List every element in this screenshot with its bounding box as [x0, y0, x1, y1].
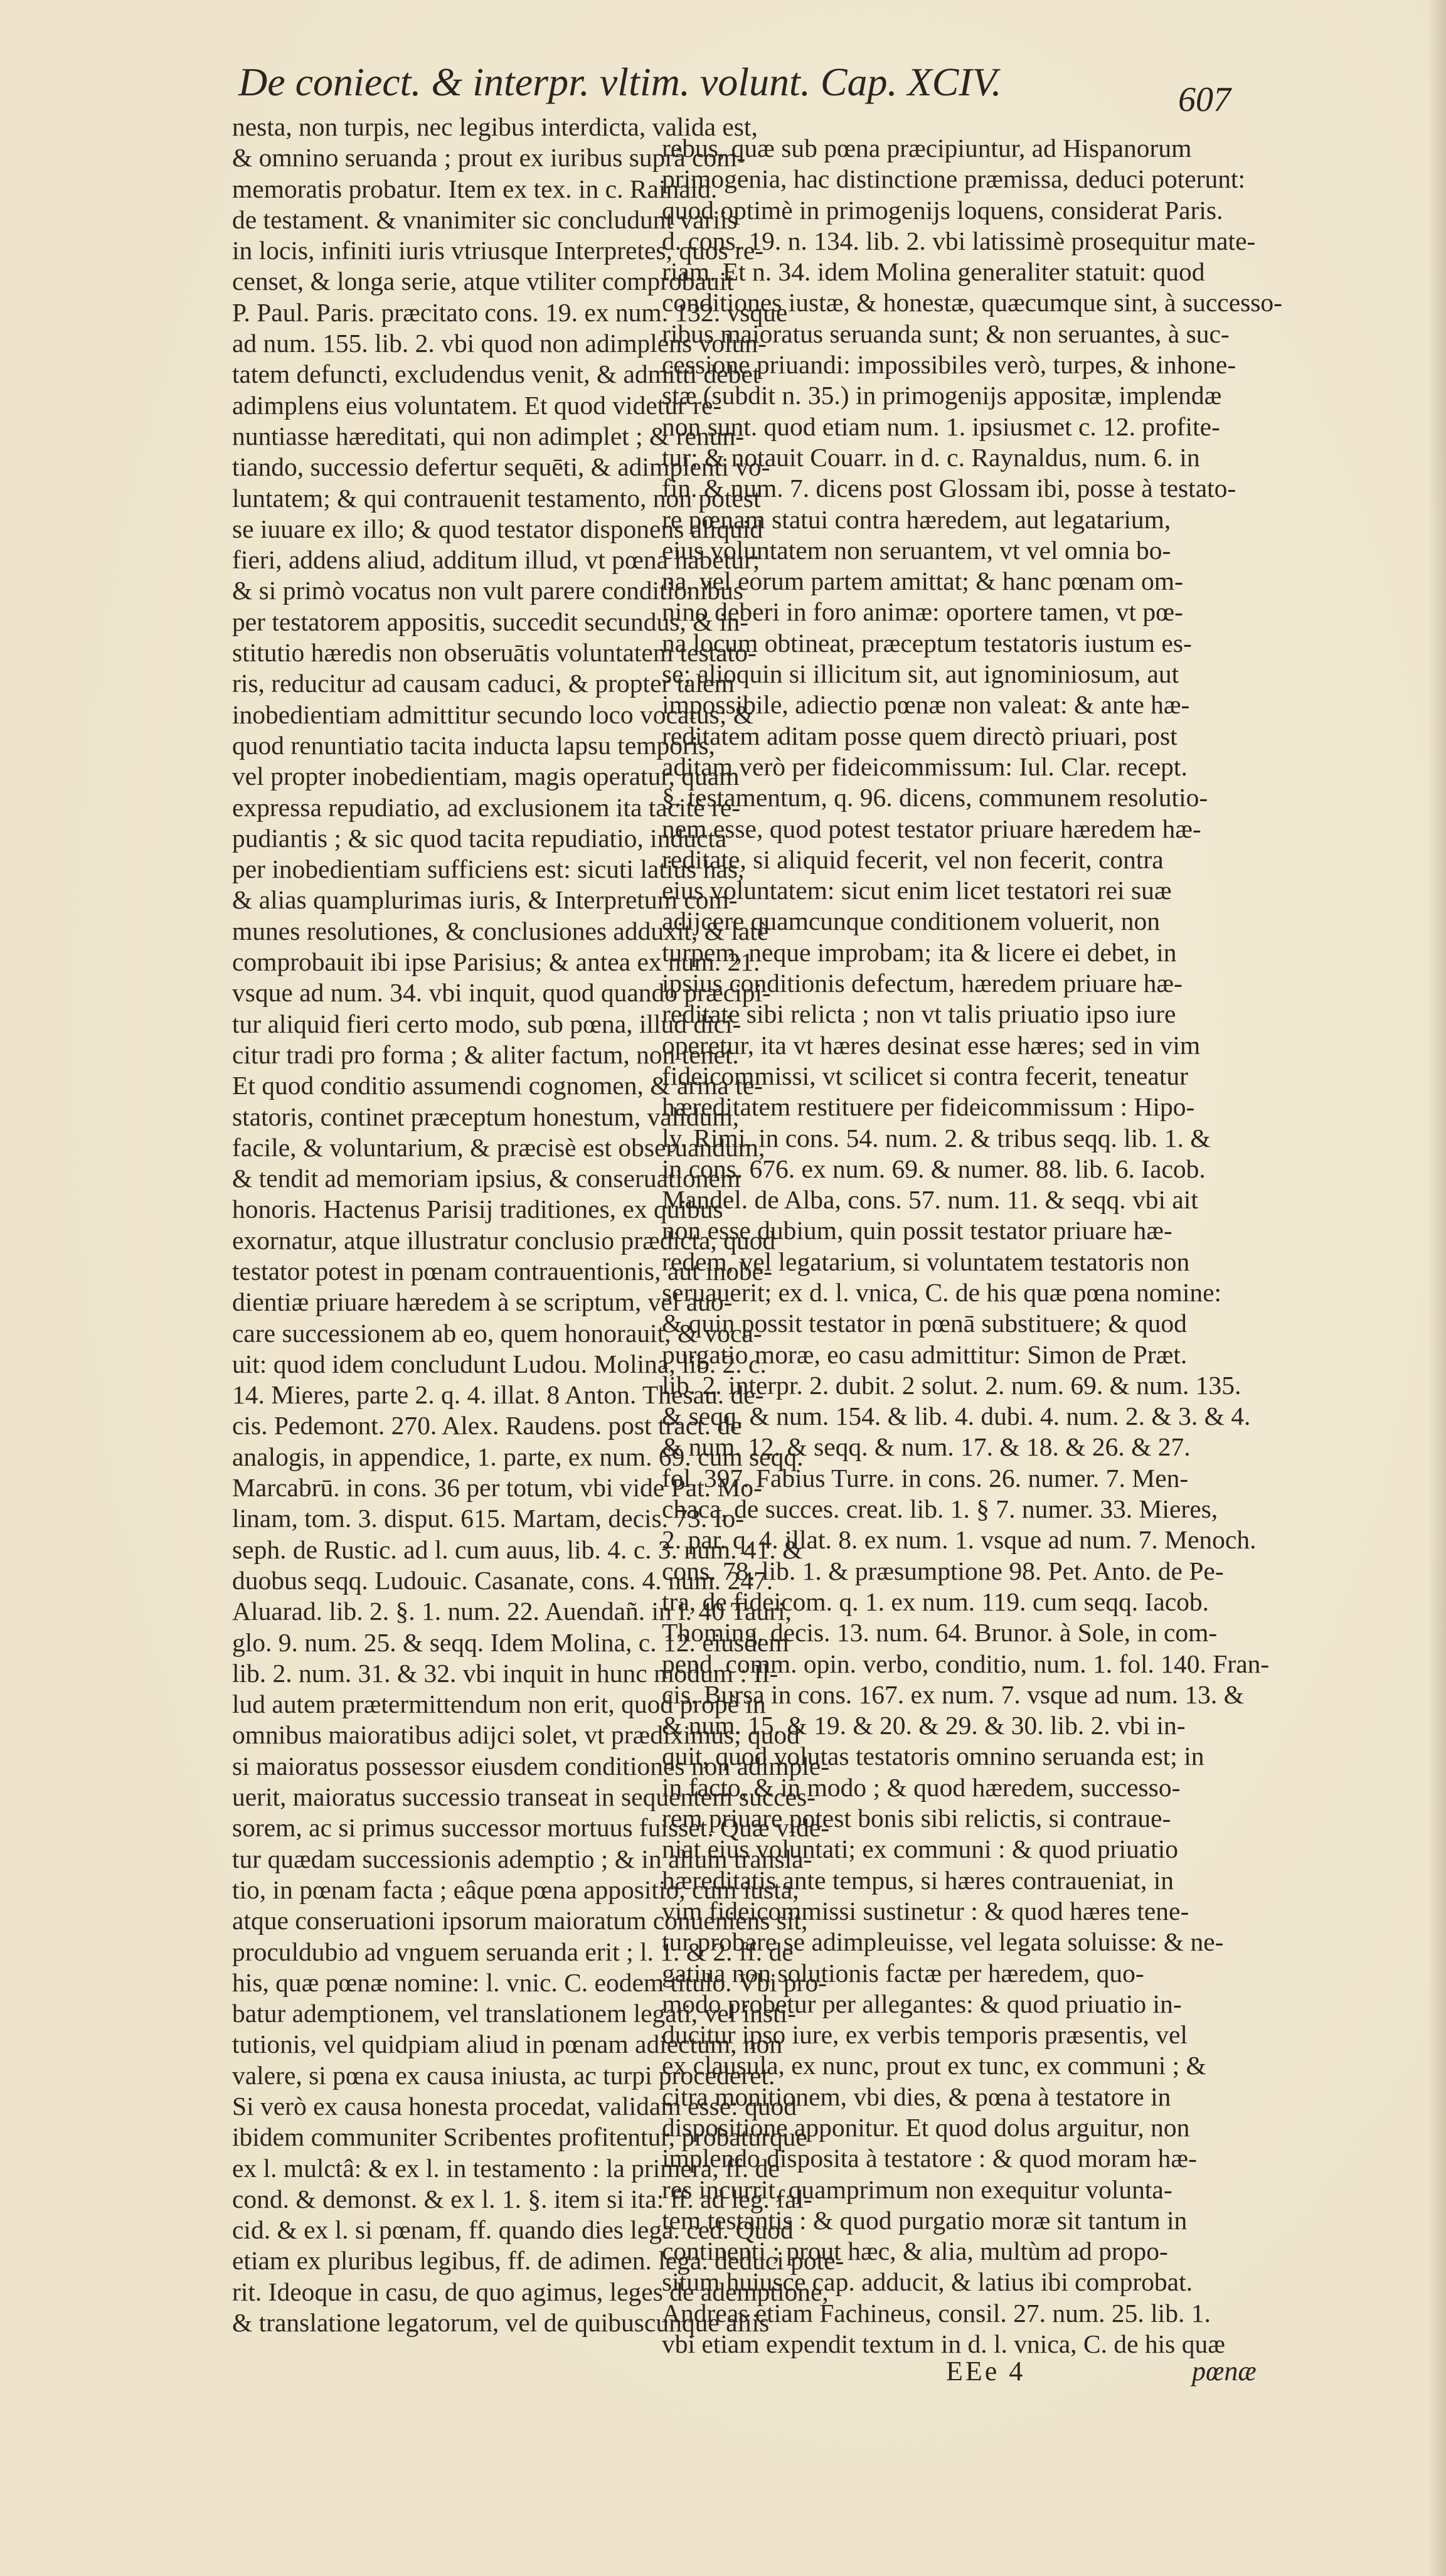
- text-line: nem esse, quod potest testator priuare hæredem hæ-: [662, 814, 1201, 843]
- text-line: gatiua non solutionis factæ per hæredem, quo-: [662, 1958, 1144, 1988]
- text-line: turpem, neque improbam; ita & licere ei debet, in: [662, 937, 1177, 967]
- text-line: ad num. 155. lib. 2. vbi quod non adimplens volun-: [232, 329, 767, 358]
- text-line: re pœnam statui contra hæredem, aut legatarium,: [662, 504, 1171, 534]
- text-line: primogenia, hac distinctione præmissa, deduci poterunt:: [662, 164, 1246, 194]
- text-line: uerit, maioratus successio transeat in sequentem succes-: [232, 1782, 816, 1812]
- text-line: ribus maioratus seruanda sunt; & non seruantes, à suc-: [662, 319, 1230, 348]
- text-line: reditate sibi relicta ; non vt talis priuatio ipso iure: [662, 999, 1176, 1029]
- text-line: operetur, ita vt hæres desinat esse hæres; sed in vim: [662, 1030, 1201, 1060]
- text-line: Thoming. decis. 13. num. 64. Brunor. à Sole, in com-: [662, 1618, 1218, 1647]
- text-line: lud autem prætermittendum non erit, quod propè in: [232, 1690, 766, 1719]
- text-line: fol. 397. Fabius Turre. in cons. 26. numer. 7. Men-: [662, 1463, 1189, 1493]
- text-line: in facto, & in modo ; & quod hæredem, successo-: [662, 1772, 1181, 1802]
- text-line: conditiones iustæ, & honestæ, quæcumque sint, à successo-: [662, 288, 1282, 317]
- text-line: care successionem ab eo, quem honorauit, & voca-: [232, 1318, 762, 1348]
- text-line: in cons. 676. ex num. 69. & numer. 88. lib. 6. Iacob.: [662, 1154, 1206, 1183]
- text-line: aditam verò per fideicommissum: Iul. Clar. recept.: [662, 752, 1188, 781]
- text-line: & quin possit testator in pœnā substituere; & quod: [662, 1309, 1187, 1338]
- text-line: nesta, non turpis, nec legibus interdicta, valida est,: [232, 112, 758, 141]
- text-line: per testatorem appositis, succedit secundus, & in-: [232, 607, 748, 636]
- text-line: munes resolutiones, & conclusiones adduxit, & latè: [232, 916, 769, 945]
- text-line: & tendit ad memoriam ipsius, & conseruationem: [232, 1164, 741, 1193]
- text-line: fin. & num. 7. dicens post Glossam ibi, posse à testato-: [662, 474, 1236, 503]
- text-line: nino deberi in foro animæ: oportere tamen, vt pœ-: [662, 597, 1183, 627]
- text-line: lib. 2. interpr. 2. dubit. 2 solut. 2. num. 69. & num. 135.: [662, 1370, 1241, 1400]
- text-line: sorem, ac si primus successor mortuus fuisset. Quæ vide-: [232, 1813, 830, 1843]
- text-line: tur aliquid fieri certo modo, sub pœna, illud dici-: [232, 1009, 742, 1038]
- text-line: vim fideicommissi sustinetur : & quod hæres tene-: [662, 1896, 1189, 1925]
- text-line: cis. Pedemont. 270. Alex. Raudens. post tract. de: [232, 1411, 742, 1440]
- text-line: ly. Rimi. in cons. 54. num. 2. & tribus seqq. lib. 1. &: [662, 1123, 1211, 1152]
- text-line: rebus, quæ sub pœna præcipiuntur, ad Hispanorum: [662, 134, 1192, 162]
- text-line: ducitur ipso iure, ex verbis temporis præsentis, vel: [662, 2020, 1188, 2050]
- text-line: 14. Mieres, parte 2. q. 4. illat. 8 Anton. Thesau. de-: [232, 1380, 764, 1410]
- text-line: cons. 78. lib. 1. & præsumptione 98. Pet. Anto. de Pe-: [662, 1556, 1224, 1585]
- text-line: facile, & voluntarium, & præcisè est obseruandum,: [232, 1132, 765, 1162]
- text-line: ipsius conditionis defectum, hæredem priuare hæ-: [662, 969, 1183, 998]
- text-line: res incurrit, quamprimum non exequitur volunta-: [662, 2174, 1172, 2204]
- running-title: De coniect. & interpr. vltim. volunt. Cap. XCIV.: [238, 60, 1002, 104]
- text-line: pend. comm. opin. verbo, conditio, num. 1. fol. 140. Fran-: [662, 1649, 1270, 1678]
- text-line: vel propter inobedientiam, magis operatur, quam: [232, 762, 740, 791]
- text-line: seph. de Rustic. ad l. cum auus, lib. 4. c. 3. num. 41. &: [232, 1535, 803, 1564]
- text-line: ris, reducitur ad causam caduci, & propter talem: [232, 669, 735, 698]
- text-line: glo. 9. num. 25. & seqq. Idem Molina, c. 12. eiusdem: [232, 1627, 789, 1657]
- text-line: situm huiusce cap. adducit, & latius ibi comprobat.: [662, 2267, 1193, 2297]
- text-line: & omnino seruanda ; prout ex iuribus suprà com-: [232, 143, 746, 173]
- text-line: implendo disposita à testatore : & quod moram hæ-: [662, 2144, 1197, 2173]
- text-line: censet, & longa serie, atque vtiliter comprobauit: [232, 267, 734, 296]
- text-line: rem priuare potest bonis sibi relictis, si contraue-: [662, 1804, 1171, 1833]
- text-line: ex clausula, ex nunc, prout ex tunc, ex communi ; &: [662, 2051, 1206, 2080]
- catchword: pœnæ: [1192, 2356, 1257, 2387]
- text-line: quod renuntiatio tacita inducta lapsu temporis,: [232, 730, 715, 760]
- text-line: & alias quamplurimas iuris, & Interpretum com-: [232, 885, 738, 915]
- text-line: batur ademptionem, vel translationem legati, vel insti-: [232, 1999, 796, 2028]
- text-line: Si verò ex causa honesta procedat, validam esse: quod: [232, 2092, 797, 2121]
- text-line: tio, in pœnam facta ; eâque pœna appositio, cum iusta,: [232, 1875, 799, 1904]
- text-line: non sunt. quod etiam num. 1. ipsiusmet c. 12. profite-: [662, 412, 1220, 441]
- text-line: & si primò vocatus non vult parere conditionibus: [232, 576, 743, 605]
- text-line: lib. 2. num. 31. & 32. vbi inquit in hunc modum : Il-: [232, 1658, 779, 1688]
- text-line: Andreas etiam Fachineus, consil. 27. num. 25. lib. 1.: [662, 2298, 1211, 2328]
- text-line: non esse dubium, quin possit testator priuare hæ-: [662, 1216, 1172, 1245]
- text-line: tem testantis : & quod purgatio moræ sit tantum in: [662, 2205, 1188, 2235]
- text-line: tur quædam successionis ademptio ; & in alium transla-: [232, 1844, 812, 1873]
- text-line: quit, quod volutas testatoris omnino seruanda est; in: [662, 1742, 1204, 1771]
- text-line: de testament. & vnanimiter sic concludunt variis: [232, 205, 738, 234]
- text-line: na locum obtineat, præceptum testatoris iustum es-: [662, 628, 1192, 657]
- text-line: hæreditatem restituere per fideicommissum : Hipo-: [662, 1092, 1195, 1122]
- text-line: etiam ex pluribus legibus, ff. de adimen. lega. deduci pote-: [232, 2246, 844, 2275]
- text-line: citur tradi pro forma ; & aliter factum, non tenet.: [232, 1040, 739, 1069]
- text-line: comprobauit ibi ipse Parisius; & antea ex num. 21.: [232, 947, 760, 977]
- text-line: expressa repudiatio, ad exclusionem ita tacitè re-: [232, 792, 741, 822]
- text-line: memoratis probatur. Item ex tex. in c. Rainald.: [232, 174, 718, 203]
- text-line: tutionis, vel quidpiam aliud in pœnam adiectum, non: [232, 2030, 783, 2059]
- text-line: luntatem; & qui contrauenit testamento, non potest: [232, 483, 761, 513]
- text-line: tiando, successio defertur sequēti, & adimplenti vo-: [232, 452, 770, 482]
- text-line: rit. Ideoque in casu, de quo agimus, leges de ademptione,: [232, 2277, 829, 2306]
- text-line: cessione priuandi: impossibiles verò, turpes, & inhone-: [662, 350, 1236, 380]
- text-line: d. cons. 19. n. 134. lib. 2. vbi latissimè prosequitur mate-: [662, 226, 1256, 255]
- text-line: tatem defuncti, excludendus venit, & admitti debet: [232, 359, 760, 389]
- text-line: Aluarad. lib. 2. §. 1. num. 22. Auendañ. in l. 40 Tauri,: [232, 1597, 792, 1626]
- right-text-column: [662, 133, 1282, 2360]
- text-line: Et quod conditio assumendi cognomen, & arma te-: [232, 1071, 763, 1100]
- text-line: stitutio hæredis non obseruātis voluntatem testato-: [232, 638, 757, 668]
- text-line: fieri, addens aliud, additum illud, vt pœna habetur;: [232, 545, 760, 575]
- text-line: adimplens eius voluntatem. Et quod videtur re-: [232, 390, 722, 420]
- text-line: testator potest in pœnam contrauentionis, aut inobe-: [232, 1256, 772, 1285]
- text-line: linam, tom. 3. disput. 615. Martam, decis. 73. Io-: [232, 1504, 745, 1533]
- text-line: in locis, infiniti iuris vtriusque Interpretes, quos re-: [232, 236, 764, 265]
- text-line: niat eius voluntati; ex communi : & quod priuatio: [662, 1834, 1178, 1864]
- text-line: & translatione legatorum, vel de quibuscunque aliis: [232, 2308, 770, 2338]
- text-line: inobedientiam admittitur secundo loco vocatus; &: [232, 700, 753, 729]
- left-text-column: [232, 112, 844, 2338]
- page-edge-shadow: [1427, 0, 1446, 2576]
- text-line: pudiantis ; & sic quod tacita repudiatio, inducta: [232, 823, 727, 853]
- text-line: continenti ; prout hæc, & alia, multùm ad propo-: [662, 2237, 1168, 2266]
- text-line: & num. 12. & seqq. & num. 17. & 18. & 26. & 27.: [662, 1432, 1191, 1462]
- text-line: honoris. Hactenus Parisij traditiones, ex quibus: [232, 1195, 723, 1224]
- text-line: tur probare se adimpleuisse, vel legata soluisse: & ne-: [662, 1927, 1224, 1957]
- text-line: eius voluntatem non seruantem, vt vel omnia bo-: [662, 535, 1171, 565]
- text-line: duobus seqq. Ludouic. Casanate, cons. 4. num. 247.: [232, 1565, 774, 1595]
- text-line: uit: quod idem concludunt Ludou. Molina, lib. 2. c.: [232, 1349, 767, 1378]
- text-line: tra, de fideicom. q. 1. ex num. 119. cum seqq. Iacob.: [662, 1587, 1209, 1616]
- page-number: 607: [1178, 80, 1231, 119]
- text-line: reditate, si aliquid fecerit, vel non fecerit, contra: [662, 844, 1164, 874]
- text-line: analogis, in appendice, 1. parte, ex num. 69. cum seqq.: [232, 1442, 804, 1471]
- text-line: Mandel. de Alba, cons. 57. num. 11. & seqq. vbi ait: [662, 1185, 1198, 1215]
- text-line: statoris, continet præceptum honestum, validum,: [232, 1102, 739, 1131]
- text-line: se; alioquin si illicitum sit, aut ignominiosum, aut: [662, 659, 1179, 689]
- text-line: purgatio moræ, eo casu admittitur: Simon de Præt.: [662, 1339, 1188, 1369]
- text-line: ibidem communiter Scribentes profitentur, probaturque: [232, 2122, 807, 2152]
- text-line: seruauerit; ex d. l. vnica, C. de his quæ pœna nomine:: [662, 1277, 1222, 1307]
- text-line: cis. Bursa in cons. 167. ex num. 7. vsque ad num. 13. &: [662, 1679, 1244, 1709]
- text-line: hæreditatis ante tempus, si hæres contraueniat, in: [662, 1865, 1174, 1895]
- text-line: citra monitionem, vbi dies, & pœna à testatore in: [662, 2082, 1171, 2111]
- text-line: ex l. mulctâ: & ex l. in testamento : la primera, ff. de: [232, 2153, 780, 2183]
- text-line: §. testamentum, q. 96. dicens, communem resolutio-: [662, 783, 1208, 812]
- text-line: P. Paul. Paris. præcitato cons. 19. ex num. 132. vsque: [232, 297, 788, 327]
- text-line: cond. & demonst. & ex l. 1. §. item si ita: ff. ad leg. fal-: [232, 2184, 812, 2213]
- signature-mark: EEe 4: [946, 2356, 1026, 2387]
- text-line: reditatem aditam posse quem directò priuari, post: [662, 721, 1178, 750]
- text-line: eius voluntatem: sicut enim licet testatori rei suæ: [662, 876, 1172, 905]
- text-line: impossibile, adiectio pœnæ non valeat: & ante hæ-: [662, 690, 1190, 720]
- text-line: & num. 15. & 19. & 20. & 29. & 30. lib. 2. vbi in-: [662, 1711, 1186, 1740]
- text-line: adijcere quamcunque conditionem voluerit, non: [662, 907, 1161, 936]
- text-line: chaca, de succes. creat. lib. 1. § 7. numer. 33. Mieres,: [662, 1494, 1218, 1524]
- text-line: tur; & notauit Couarr. in d. c. Raynaldus, num. 6. in: [662, 442, 1200, 472]
- text-line: dispositione apponitur. Et quod dolus arguitur, non: [662, 2113, 1190, 2142]
- text-line: fideicommissi, vt scilicet si contra fecerit, teneatur: [662, 1061, 1188, 1090]
- text-line: na, vel eorum partem amittat; & hanc pœnam om-: [662, 567, 1183, 596]
- text-line: 2. par. q. 4. illat. 8. ex num. 1. vsque ad num. 7. Menoch.: [662, 1525, 1257, 1555]
- text-line: Marcabrū. in cons. 36 per totum, vbi vide Pat. Mo-: [232, 1473, 762, 1503]
- text-line: vbi etiam expendit textum in d. l. vnica, C. de his quæ: [662, 2329, 1225, 2359]
- text-line: exornatur, atque illustratur conclusio prædicta, quod: [232, 1225, 776, 1255]
- text-line: riam. Et n. 34. idem Molina generaliter statuit: quod: [662, 257, 1205, 287]
- text-line: se iuuare ex illo; & quod testator disponens aliquid: [232, 514, 763, 543]
- text-line: dientiæ priuare hæredem à se scriptum, vel auo-: [232, 1287, 733, 1317]
- text-line: modo probetur per allegantes: & quod priuatio in-: [662, 1989, 1182, 2018]
- text-line: vsque ad num. 34. vbi inquit, quod quando præcipi-: [232, 978, 771, 1008]
- text-line: redem, vel legatarium, si voluntatem testatoris non: [662, 1247, 1190, 1276]
- text-line: per inobedientiam sufficiens est: sicuti latius has,: [232, 854, 745, 884]
- text-line: his, quæ pœnæ nomine: l. vnic. C. eodem titulo. Vbi pro-: [232, 1967, 827, 1997]
- text-line: cid. & ex l. si pœnam, ff. quando dies lega. ced. Quod: [232, 2215, 794, 2245]
- text-line: proculdubio ad vnguem seruanda erit ; l. 1. & 2. ff. de: [232, 1937, 794, 1966]
- text-line: stæ (subdit n. 35.) in primogenijs appositæ, implendæ: [662, 381, 1222, 410]
- text-line: atque conseruationi ipsorum maioratum conueniens sit,: [232, 1906, 808, 1935]
- text-line: quod optimè in primogenijs loquens, considerat Paris.: [662, 195, 1223, 225]
- text-line: si maioratus possessor eiusdem conditiones non adimple-: [232, 1751, 830, 1780]
- text-line: valere, si pœna ex causa iniusta, ac turpi procederet.: [232, 2060, 775, 2090]
- text-line: & seqq. & num. 154. & lib. 4. dubi. 4. num. 2. & 3. & 4.: [662, 1402, 1251, 1431]
- text-line: omnibus maioratibus adijci solet, vt prædiximus; quod: [232, 1720, 800, 1750]
- text-line: nuntiasse hæreditati, qui non adimplet ; & renun-: [232, 421, 745, 450]
